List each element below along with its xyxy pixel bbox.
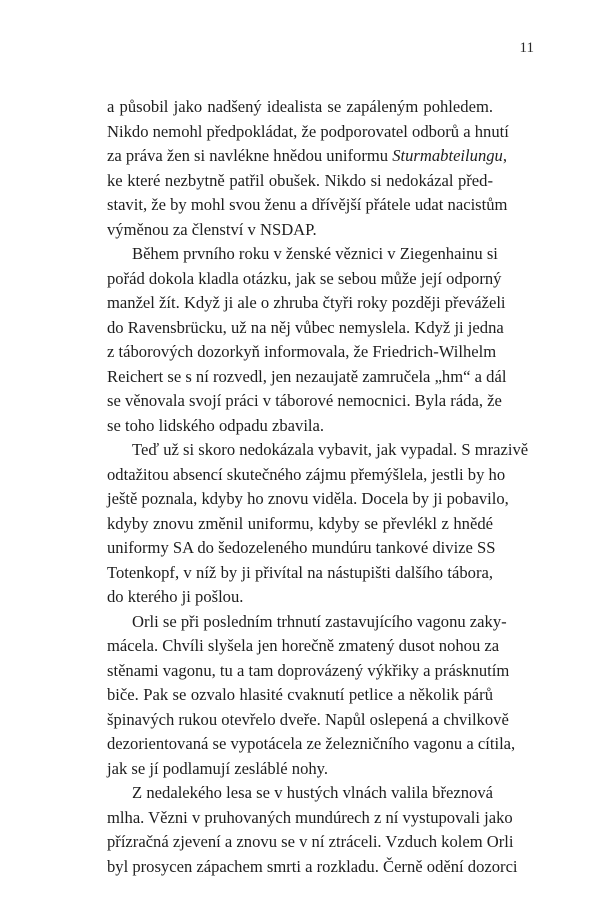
- text-segment: manžel žít. Když ji ale o zhruba čtyři roky později převáželi: [107, 293, 506, 312]
- text-segment: do Ravensbrücku, už na něj vůbec nemyslela. Když ji jedna: [107, 317, 504, 337]
- text-line: [107, 830, 514, 855]
- text-line: [107, 855, 518, 880]
- paragraph: [107, 610, 516, 782]
- text-segment: Teď už si skoro nedokázala vybavit, jak vypadal. S mrazivě: [132, 440, 529, 459]
- text-line: [107, 806, 513, 831]
- text-line: [107, 291, 506, 316]
- text-line: [107, 95, 493, 120]
- paragraph: [107, 781, 518, 879]
- text-line: [107, 414, 493, 439]
- text-segment: mácela. Chvíli slyšela jen horečně zmatený dusot nohou za: [107, 636, 500, 655]
- text-segment: do kterého ji pošlou.: [107, 587, 244, 606]
- text-line: [107, 169, 493, 194]
- text-segment: stavit, že by mohl svou ženu a dřívější přátele udat nacistům: [107, 195, 508, 214]
- text-segment: ke které nezbytně patřil obušek. Nikdo si nedokázal před-: [107, 170, 493, 190]
- text-line: [107, 389, 502, 414]
- body-text: [107, 95, 529, 879]
- text-segment: Z nedalekého lesa se v hustých vlnách valila březnová: [132, 783, 493, 802]
- text-segment: kdyby znovu změnil uniformu, kdyby se převlékl z hnědé: [107, 513, 493, 533]
- text-line: [107, 365, 507, 390]
- text-line: [107, 708, 509, 733]
- text-line: [107, 242, 498, 267]
- text-segment: ,: [502, 146, 507, 165]
- text-line: [107, 781, 493, 806]
- text-segment: výměnou za členství v NSDAP.: [107, 219, 317, 239]
- text-segment: biče. Pak se ozvalo hlasité cvaknutí petlice a několik párů: [107, 685, 493, 704]
- text-segment: odtažitou absencí skutečného zájmu přemýšlela, jestli by ho: [107, 464, 506, 484]
- text-segment: Totenkopf, v níž by ji přivítal na nástupišti dalšího tábora,: [107, 562, 493, 582]
- text-segment: uniformy SA do šedozeleného mundúru tankové divize SS: [107, 538, 496, 557]
- text-line: [107, 536, 496, 561]
- text-line: [107, 340, 497, 365]
- text-segment: jak se jí podlamují zesláblé nohy.: [107, 758, 329, 778]
- text-segment: z táborových dozorkyň informovala, že Friedrich-Wilhelm: [107, 342, 497, 361]
- text-segment: se toho lidského odpadu zbavila.: [107, 415, 325, 435]
- page-number: 11: [519, 40, 534, 56]
- text-line: [107, 634, 500, 659]
- text-line: [107, 610, 507, 635]
- text-segment: Nikdo nemohl předpokládat, že podporovatel odborů a hnutí: [107, 121, 509, 141]
- text-segment: byl prosycen zápachem smrti a rozkladu. Černě odění dozorci: [107, 856, 518, 876]
- text-segment: se věnovala svojí práci v táborové nemocnici. Byla ráda, že: [107, 391, 502, 410]
- text-segment: mlha. Vězni v pruhovaných mundúrech z ní vystupovali jako: [107, 807, 513, 827]
- text-line: [107, 316, 504, 341]
- text-line: [107, 512, 493, 537]
- text-segment: Orli se při posledním trhnutí zastavujícího vagonu zaky-: [132, 611, 507, 631]
- text-line: [107, 463, 506, 488]
- paragraph: [107, 438, 529, 610]
- text-line: [107, 561, 493, 586]
- text-line: [107, 757, 493, 782]
- text-line: [107, 218, 493, 243]
- text-line: [107, 144, 507, 169]
- paragraph: [107, 242, 507, 438]
- text-line: [107, 193, 508, 218]
- text-segment: stěnami vagonu, tu a tam doprovázený výkřiky a prásknutím: [107, 660, 510, 680]
- italic-text-segment: Sturmabteilungu: [392, 146, 503, 165]
- text-segment: za práva žen si navlékne hnědou uniformu: [107, 146, 393, 165]
- text-segment: Reichert se s ní rozvedl, jen nezaujatě zamručela „hm“ a dál: [107, 366, 507, 386]
- text-line: [107, 659, 510, 684]
- text-segment: dezorientovaná se vypotácela ze železničního vagonu a cítila,: [107, 734, 516, 753]
- text-segment: pořád dokola kladla otázku, jak se sebou může její odporný: [107, 268, 502, 288]
- text-segment: a působil jako nadšený idealista se zapáleným pohledem.: [107, 97, 493, 116]
- text-segment: Během prvního roku v ženské věznici v Ziegenhainu si: [132, 244, 498, 263]
- text-line: [107, 120, 509, 145]
- text-line: [107, 487, 509, 512]
- text-line: [107, 683, 493, 708]
- text-line: [107, 732, 516, 757]
- text-line: [107, 267, 502, 292]
- text-line: [107, 585, 493, 610]
- text-segment: špinavých rukou otevřelo dveře. Napůl oslepená a chvilkově: [107, 709, 509, 729]
- text-segment: ještě poznala, kdyby ho znovu viděla. Docela by ji pobavilo,: [107, 489, 509, 508]
- text-segment: přízračná zjevení a znovu se v ní ztráceli. Vzduch kolem Orli: [107, 832, 514, 851]
- paragraph: [107, 95, 509, 242]
- text-line: [107, 438, 529, 463]
